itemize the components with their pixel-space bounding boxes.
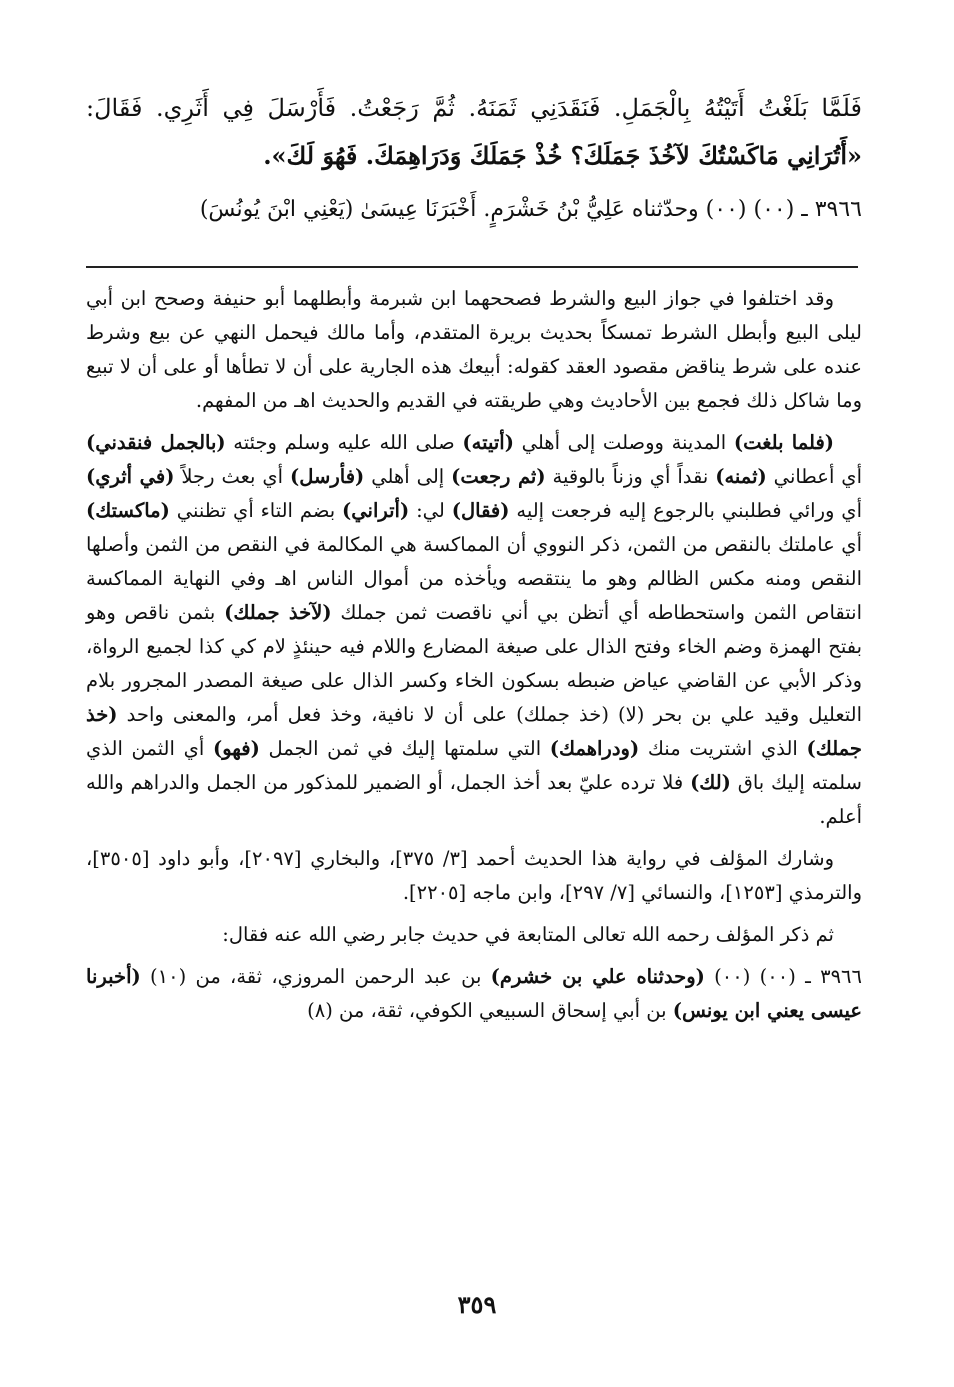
- term: (ثمنه): [715, 465, 767, 488]
- text-run: صلى الله عليه وسلم وجئته: [225, 431, 463, 454]
- text-run: بثمن ناقص وهو بفتح الهمزة وضم الخاء وفتح الذال على صيغة المضارع واللام فيه حينئذٍ لام كي كذا لجميع الرواة، وذكر الأبي عن القاضي عياض ضبطه بسكون الخاء وكسر الذال على صيغة المصدر المجرور بلام التعليل وقيد علي بن بحر (لا) (خذ جملك) على أن لا نافية، وخذ فعل أمر، والمعنى واحد: [86, 601, 862, 726]
- footnote-separator: [86, 266, 858, 268]
- commentary: [86, 282, 862, 1036]
- term: (أتراني): [342, 499, 410, 522]
- commentary-paragraph-3: وشارك المؤلف في رواية هذا الحديث أحمد [٣/ ٣٧٥]، والبخاري [٢٠٩٧]، وأبو داود [٣٥٠٥]، والترمذي [١٢٥٣]، والنسائي [٧/ ٢٩٧]، وابن ماجه [٢٢٠٥].: [86, 847, 862, 904]
- text-run: أي ورائي فطلبني بالرجوع إليه فرجعت إليه: [509, 499, 862, 522]
- hadith-main-text: [86, 84, 862, 234]
- commentary-paragraph-1: وقد اختلفوا في جواز البيع والشرط فصححهما ابن شبرمة وأبطلهما أبو حنيفة وصحح ابن أبي ليلى البيع وأبطل الشرط تمسكاً بحديث بريرة المتقدم، وأما مالك فيحمل النهي عن بيع وشرط عنده على شرط يناقض مقصود العقد كقوله: أبيعك هذه الجارية على أن لا تطأها أو على أن لا تبيع وما شاكل ذلك فجمع بين الأحاديث وهي طريقته في القديم والحديث اهـ من المفهم.: [86, 287, 862, 412]
- term: (ثم رجعت): [451, 465, 546, 488]
- term: (أتيته): [462, 431, 514, 454]
- text-run: نقداً أي وزناً بالوقية: [545, 465, 716, 488]
- page-number: ٣٥٩: [457, 1290, 497, 1319]
- term: (بالجمل فنقدني): [86, 431, 226, 454]
- text-run: أي الثمن الذي سلمته إليك باق: [86, 737, 862, 794]
- text-run: ٣٩٦٦ ـ (٠٠) (٠٠): [704, 965, 862, 988]
- text-run: المدينة ووصلت إلى أهلي: [513, 431, 734, 454]
- term: (خذ جملك): [86, 703, 862, 760]
- text-run: لي:: [409, 499, 452, 522]
- hadith-line-1: فَلَمَّا بَلَغْتُ أَتَيْتُهُ بِالْجَمَلِ. فَنَقَدَنِي ثَمَنَهُ. ثُمَّ رَجَعْتُ. فَأَرْسَلَ فِي أَثَرِي. فَقَالَ:: [86, 94, 862, 122]
- commentary-paragraph-2: [86, 426, 862, 834]
- text-run: أي عاملتك بالنقص من الثمن، ذكر النووي أن المماكسة هي المكالمة في النقص من الثمن وأصلها النقص ومنه مكس الظالم وهو ما ينتقصه ويأخذه من أموال الناس اهـ وفي النهاية المماكسة انتقاص الثمن واستحطاطه أي أتظن بي أني ناقصت ثمن جملك: [86, 533, 862, 624]
- text-run: بن عبد الرحمن المروزي، ثقة، من (١٠): [140, 965, 491, 988]
- text-run: بضم التاء أي تظنني: [169, 499, 343, 522]
- term: (فلما بلغت): [733, 431, 834, 454]
- term: (أخبرنا عيسى يعني ابن يونس): [86, 965, 862, 1022]
- term: (في أثري): [86, 465, 175, 488]
- commentary-paragraph-4: ثم ذكر المؤلف رحمه الله تعالى المتابعة في حديث جابر رضي الله عنه فقال:: [222, 923, 834, 946]
- commentary-paragraph-5: [86, 960, 862, 1028]
- term: (لك): [690, 771, 731, 794]
- hadith-3966-isnad: ٣٩٦٦ ـ (٠٠) (٠٠) وحدّثناه عَلِيُّ بْنُ خَشْرَمٍ. أَخْبَرَنَا عِيسَىٰ (يَعْنِي ابْنَ يُونُسَ): [199, 197, 862, 222]
- term: (فقال): [451, 499, 510, 522]
- hadith-line-2-quote: «أَتُرَانِي مَاكَسْتُكَ لآخُذَ جَمَلَكَ؟ خُذْ جَمَلَكَ وَدَرَاهِمَكَ. فَهُوَ لَكَ».: [263, 141, 862, 170]
- text-run: فلا ترده عليّ بعد أخذ الجمل، أو الضمير للمذكور من الجمل والدراهم والله أعلم.: [86, 771, 862, 828]
- term: (فأرسل): [290, 465, 365, 488]
- term: (لآخذ جملك): [224, 601, 332, 624]
- term: (وحدثناه علي بن خشرم): [490, 965, 705, 988]
- text-run: الذي اشتريت منك: [639, 737, 807, 760]
- text-run: التي سلمتها إليك في ثمن الجمل: [259, 737, 550, 760]
- term: (ماكستك): [86, 499, 170, 522]
- term: (ودراهمك): [549, 737, 640, 760]
- term: (فهو): [212, 737, 260, 760]
- hadith-text: [86, 84, 862, 180]
- text-run: إلى أهلي: [364, 465, 452, 488]
- text-run: بن أبي إسحاق السبيعي الكوفي، ثقة، من (٨): [307, 999, 673, 1022]
- text-run: أي بعث رجلاً: [174, 465, 291, 488]
- text-run: أي أعطاني: [766, 465, 862, 488]
